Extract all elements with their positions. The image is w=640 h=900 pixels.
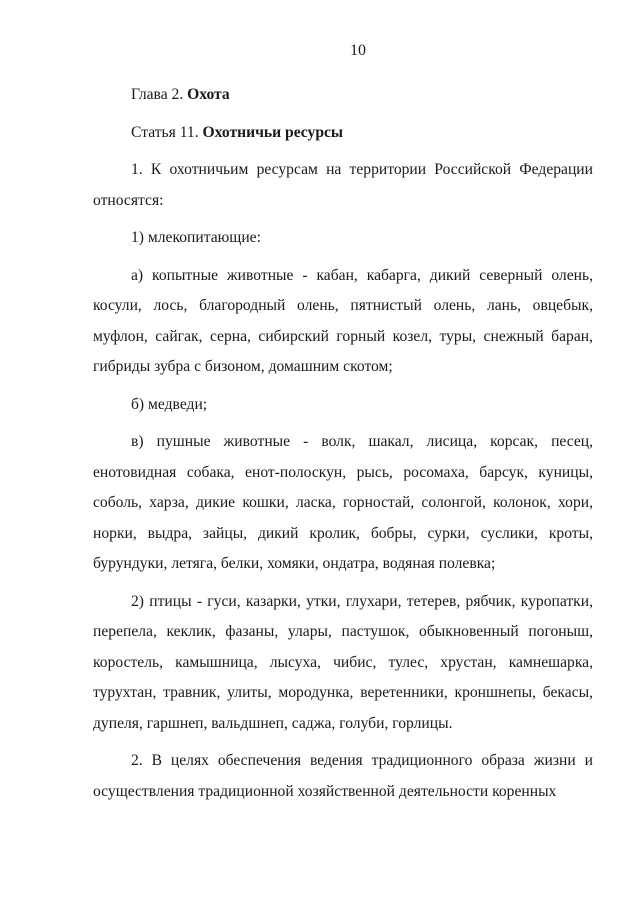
chapter-heading	[93, 80, 593, 111]
paragraph: б) медведи;	[131, 395, 208, 413]
paragraph: 1. К охотничьим ресурсам на территории Российской Федерации относятся:	[93, 161, 593, 209]
page-number: 10	[350, 42, 366, 59]
article-title: Охотничьи ресурсы	[202, 123, 344, 141]
document-body	[93, 80, 593, 814]
paragraph: 1) млекопитающие:	[131, 229, 261, 246]
chapter-prefix: Глава 2.	[131, 86, 184, 103]
paragraph: в) пушные животные - волк, шакал, лисица, корсак, песец, енотовидная собака, енот-полоскун, рысь, росомаха, барсук, куницы, соболь, харза, дикие кошки, ласка, горностай, солонгой, колонок, хори, норки, выдра, зайцы, дикий кролик, бобры, сурки, суслики, кроты, бурундуки, летяга, белки, хомяки, ондатра, водяная полевка;	[93, 433, 593, 572]
chapter-title: Охота	[187, 86, 230, 103]
article-heading	[93, 118, 593, 149]
paragraph: 2. В целях обеспечения ведения традиционного образа жизни и осуществления традиционной хозяйственной деятельности коренных	[93, 752, 593, 800]
paragraph: 2) птицы - гуси, казарки, утки, глухари, тетерев, рябчик, куропатки, перепела, кеклик, фазаны, улары, пастушок, обыкновенный погоныш, коростель, камышница, лысуха, чибис, тулес, хрустан, камнешарка, турухтан, травник, улиты, мородунка, веретенники, кроншнепы, бекасы, дупеля, гаршнеп, вальдшнеп, саджа, голуби, горлицы.	[93, 592, 593, 732]
paragraph: а) копытные животные - кабан, кабарга, дикий северный олень, косули, лось, благородный олень, пятнистый олень, лань, овцебык, муфлон, сайгак, серна, сибирский горный козел, туры, снежный баран, гибриды зубра с бизоном, домашним скотом;	[93, 266, 593, 375]
article-prefix: Статья 11.	[131, 123, 199, 141]
